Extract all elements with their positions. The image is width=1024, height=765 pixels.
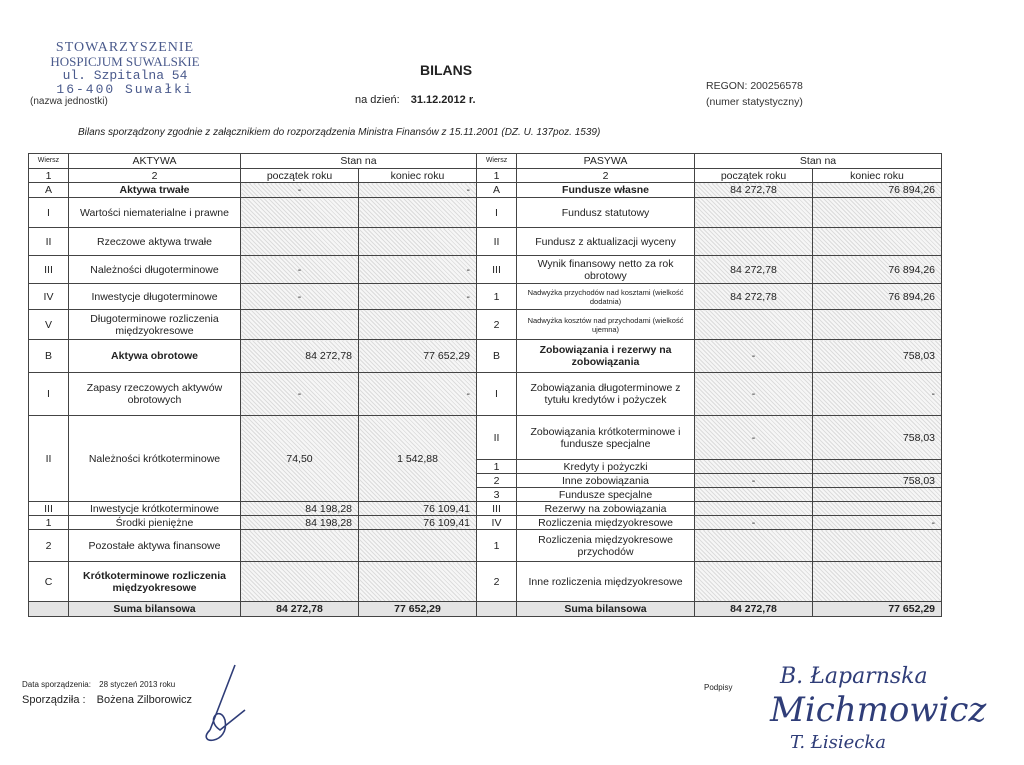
row-label: Inne zobowiązania [517, 474, 695, 488]
hdr-num-1-right: 1 [477, 169, 517, 183]
row-code: III [29, 256, 69, 284]
preparer-signature [190, 660, 250, 750]
value-start: - [695, 516, 813, 530]
value-start [695, 198, 813, 228]
table-row [29, 310, 942, 340]
table-row [29, 256, 942, 284]
hdr-stan-na-right: Stan na [695, 154, 942, 169]
total-end-right: 77 652,29 [813, 602, 942, 617]
hdr-poczatek: początek roku [241, 169, 359, 183]
row-label: Zobowiązania i rezerwy na zobowiązania [517, 340, 695, 373]
row-label: Nadwyżka kosztów nad przychodami (wielkość ujemna) [517, 310, 695, 340]
total-label: Suma bilansowa [69, 602, 241, 617]
value-start [695, 488, 813, 502]
row-label: Zobowiązania długoterminowe z tytułu kredytów i pożyczek [517, 373, 695, 416]
row-code: 1 [477, 460, 517, 474]
table-subheader-row [29, 169, 942, 183]
value-start: - [695, 474, 813, 488]
value-end: - [359, 284, 477, 310]
value-end [813, 198, 942, 228]
table-row [29, 183, 942, 198]
value-end [813, 562, 942, 602]
stamp-line-1: STOWARZYSZENIE [55, 40, 195, 55]
row-code: II [29, 416, 69, 502]
row-label: Inwestycje długoterminowe [69, 284, 241, 310]
date-value: 28 styczeń 2013 roku [99, 680, 176, 689]
value-end [813, 460, 942, 474]
value-start: - [241, 284, 359, 310]
row-code: III [477, 502, 517, 516]
value-start: 74,50 [241, 416, 359, 502]
row-label: Zobowiązania krótkoterminowe i fundusze specjalne [517, 416, 695, 460]
value-start [695, 460, 813, 474]
row-label: Rozliczenia międzyokresowe przychodów [517, 530, 695, 562]
row-code: C [29, 562, 69, 602]
row-label: Fundusz statutowy [517, 198, 695, 228]
value-end [359, 530, 477, 562]
row-label: Wynik finansowy netto za rok obrotowy [517, 256, 695, 284]
row-label: Wartości niematerialne i prawne [69, 198, 241, 228]
hdr-wiersz-right: Wiersz [477, 154, 517, 169]
value-start: - [241, 183, 359, 198]
row-label: Długoterminowe rozliczenia międzyokresowe [69, 310, 241, 340]
row-code: 2 [477, 474, 517, 488]
row-code: I [29, 198, 69, 228]
total-start-right: 84 272,78 [695, 602, 813, 617]
page-title: BILANS [420, 62, 473, 78]
table-row [29, 416, 942, 460]
row-code: II [477, 228, 517, 256]
value-start: 84 272,78 [695, 256, 813, 284]
value-end: - [359, 256, 477, 284]
row-label: Nadwyżka przychodów nad kosztami (wielkość dodatnia) [517, 284, 695, 310]
row-label: Należności długoterminowe [69, 256, 241, 284]
value-end: 758,03 [813, 474, 942, 488]
row-code: A [29, 183, 69, 198]
hdr-num-2: 2 [69, 169, 241, 183]
row-code: IV [477, 516, 517, 530]
stamp-line-3: ul. Szpitalna 54 [62, 68, 188, 83]
table-row [29, 562, 942, 602]
row-label: Aktywa obrotowe [69, 340, 241, 373]
regon-number: REGON: 200256578 [706, 80, 803, 92]
table-total-row [29, 602, 942, 617]
value-end: 76 894,26 [813, 183, 942, 198]
row-code: 2 [477, 562, 517, 602]
value-start: - [241, 373, 359, 416]
value-end: - [813, 373, 942, 416]
row-label: Inne rozliczenia międzyokresowe [517, 562, 695, 602]
hdr-num-1: 1 [29, 169, 69, 183]
value-end: 76 894,26 [813, 284, 942, 310]
value-start: 84 198,28 [241, 516, 359, 530]
signature-3: T. Łisiecka [790, 732, 886, 753]
table-row [29, 228, 942, 256]
row-label: Zapasy rzeczowych aktywów obrotowych [69, 373, 241, 416]
value-end: 758,03 [813, 340, 942, 373]
hdr-stan-na-left: Stan na [241, 154, 477, 169]
value-end: - [359, 373, 477, 416]
row-label: Fundusze własne [517, 183, 695, 198]
table-row [29, 198, 942, 228]
row-label: Fundusze specjalne [517, 488, 695, 502]
value-start [695, 530, 813, 562]
value-end [359, 228, 477, 256]
value-start: - [695, 416, 813, 460]
hdr-wiersz-left: Wiersz [29, 154, 69, 169]
row-code: IV [29, 284, 69, 310]
row-label: Rzeczowe aktywa trwałe [69, 228, 241, 256]
value-end [813, 488, 942, 502]
value-end [813, 530, 942, 562]
row-label: Należności krótkoterminowe [69, 416, 241, 502]
table-row [29, 373, 942, 416]
row-code: V [29, 310, 69, 340]
row-code: 1 [29, 516, 69, 530]
prepared-by [22, 694, 192, 706]
value-start: 84 272,78 [695, 284, 813, 310]
total-code [29, 602, 69, 617]
row-label: Pozostałe aktywa finansowe [69, 530, 241, 562]
date-label: Data sporządzenia: [22, 680, 91, 689]
value-end [359, 198, 477, 228]
table-row [29, 502, 942, 516]
hdr-poczatek-right: początek roku [695, 169, 813, 183]
total-end: 77 652,29 [359, 602, 477, 617]
row-label: Fundusz z aktualizacji wyceny [517, 228, 695, 256]
value-end [813, 228, 942, 256]
row-code: 2 [477, 310, 517, 340]
row-code: B [477, 340, 517, 373]
value-end: 1 542,88 [359, 416, 477, 502]
row-code: III [29, 502, 69, 516]
hdr-aktywa: AKTYWA [69, 154, 241, 169]
row-code: I [477, 198, 517, 228]
value-start [241, 198, 359, 228]
value-end: - [359, 183, 477, 198]
row-label: Kredyty i pożyczki [517, 460, 695, 474]
unit-caption: (nazwa jednostki) [30, 96, 108, 107]
value-end: 758,03 [813, 416, 942, 460]
row-code: A [477, 183, 517, 198]
value-start [241, 310, 359, 340]
value-end [359, 562, 477, 602]
hdr-num-2-right: 2 [517, 169, 695, 183]
hdr-koniec: koniec roku [359, 169, 477, 183]
value-end [359, 310, 477, 340]
regon-caption: (numer statystyczny) [706, 96, 803, 108]
value-end: - [813, 516, 942, 530]
legal-note: Bilans sporządzony zgodnie z załącznikiem do rozporządzenia Ministra Finansów z 15.11.2001 (DZ. U. 137poz. 1539) [78, 127, 601, 138]
row-label: Rozliczenia międzyokresowe [517, 516, 695, 530]
table-row [29, 530, 942, 562]
value-start: - [695, 373, 813, 416]
value-start [695, 562, 813, 602]
value-end: 76 109,41 [359, 516, 477, 530]
row-label: Aktywa trwałe [69, 183, 241, 198]
value-end: 76 894,26 [813, 256, 942, 284]
hdr-koniec-right: koniec roku [813, 169, 942, 183]
stamp-line-4: 16-400 Suwałki [56, 82, 194, 97]
value-end [813, 310, 942, 340]
total-start: 84 272,78 [241, 602, 359, 617]
date-value: 31.12.2012 r. [410, 94, 476, 106]
value-start [241, 228, 359, 256]
row-code: III [477, 256, 517, 284]
total-code-right [477, 602, 517, 617]
balance-table [28, 153, 942, 617]
value-start: 84 272,78 [695, 183, 813, 198]
stamp-line-2: HOSPICJUM SUWALSKIE [50, 54, 200, 69]
value-start: 84 198,28 [241, 502, 359, 516]
value-start [695, 310, 813, 340]
row-code: II [477, 416, 517, 460]
row-code: I [477, 373, 517, 416]
organization-stamp [30, 40, 220, 97]
row-label: Inwestycje krótkoterminowe [69, 502, 241, 516]
row-code: 1 [477, 530, 517, 562]
preparation-date [22, 680, 175, 689]
row-code: II [29, 228, 69, 256]
value-end [813, 502, 942, 516]
prepared-label: Sporządziła : [22, 694, 86, 706]
table-row [29, 516, 942, 530]
value-start [695, 228, 813, 256]
row-label: Krótkoterminowe rozliczenia międzyokresowe [69, 562, 241, 602]
value-start [241, 562, 359, 602]
signature-2: Michmowicz [770, 690, 987, 730]
value-start: 84 272,78 [241, 340, 359, 373]
value-start: - [695, 340, 813, 373]
total-label-right: Suma bilansowa [517, 602, 695, 617]
row-code: B [29, 340, 69, 373]
value-start [241, 530, 359, 562]
signatures-label: Podpisy [704, 683, 733, 692]
balance-date [355, 94, 476, 106]
date-label: na dzień: [355, 94, 400, 106]
row-code: 3 [477, 488, 517, 502]
table-row [29, 340, 942, 373]
row-code: I [29, 373, 69, 416]
value-end: 77 652,29 [359, 340, 477, 373]
row-label: Środki pieniężne [69, 516, 241, 530]
signature-1: B. Łaparnska [780, 664, 928, 689]
table-row [29, 284, 942, 310]
table-header-row [29, 154, 942, 169]
row-label: Rezerwy na zobowiązania [517, 502, 695, 516]
value-start [695, 502, 813, 516]
value-end: 76 109,41 [359, 502, 477, 516]
value-start: - [241, 256, 359, 284]
row-code: 2 [29, 530, 69, 562]
prepared-name: Bożena Zilborowicz [96, 694, 193, 706]
row-code: 1 [477, 284, 517, 310]
hdr-pasywa: PASYWA [517, 154, 695, 169]
